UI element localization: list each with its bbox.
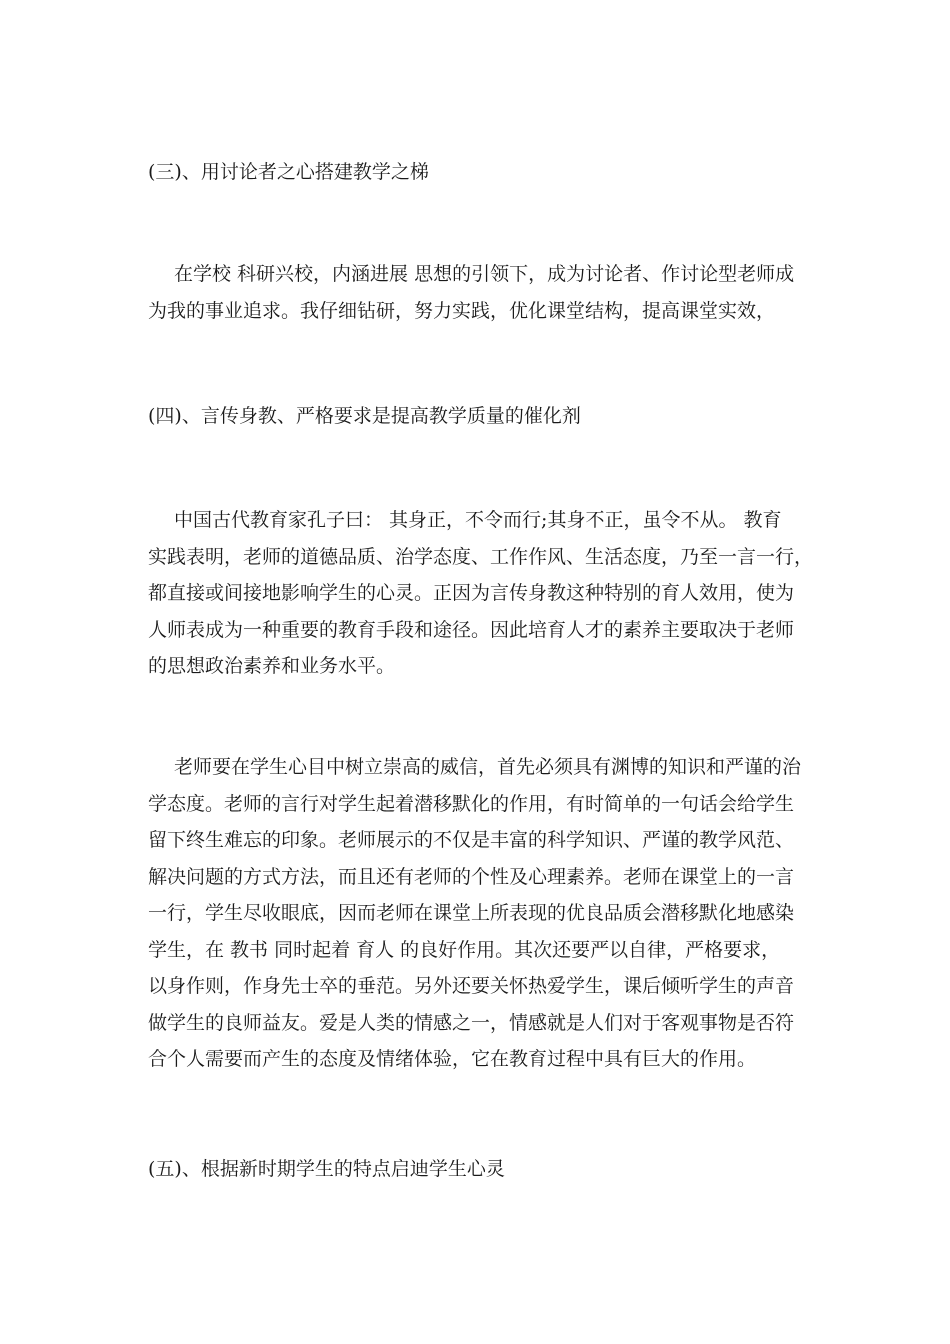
paragraph-line: 的思想政治素养和业务水平。: [148, 655, 396, 677]
paragraph-line: 以身作则，作身先士卒的垂范。另外还要关怀热爱学生，课后倾听学生的声音: [148, 975, 795, 997]
paragraph-4-1: [148, 502, 816, 685]
paragraph-line: 学生，在 教书 同时起着 育人 的良好作用。其次还要严以自律，严格要求，: [148, 938, 781, 961]
heading-text: (五)、根据新时期学生的特点启迪学生心灵: [148, 1158, 505, 1180]
paragraph-line: 在学校 科研兴校，内涵进展 思想的引领下，成为讨论者、作讨论型老师成: [174, 263, 795, 285]
paragraph-line: 解决问题的方式方法，而且还有老师的个性及心理素养。老师在课堂上的一言: [148, 865, 795, 888]
paragraph-line: 学态度。老师的言行对学生起着潜移默化的作用，有时简单的一句话会给学生: [148, 792, 795, 815]
paragraph-line: 中国古代教育家孔子曰： 其身正，不令而行;其身不正，虽令不从。 教育: [174, 509, 782, 531]
paragraph-line: 实践表明，老师的道德品质、治学态度、工作作风、生活态度，乃至一言一行，: [148, 545, 814, 568]
paragraph-3-1: [148, 256, 816, 329]
section-heading-4: [148, 399, 581, 433]
paragraph-line: 一行，学生尽收眼底，因而老师在课堂上所表现的优良品质会潜移默化地感染: [148, 902, 795, 924]
paragraph-line: 留下终生难忘的印象。老师展示的不仅是丰富的科学知识、严谨的教学风范、: [148, 829, 795, 851]
paragraph-line: 人师表成为一种重要的教育手段和途径。因此培育人才的素养主要取决于老师: [148, 618, 795, 641]
paragraph-4-2: [148, 749, 816, 1078]
paragraph-line: 老师要在学生心目中树立崇高的威信，首先必须具有渊博的知识和严谨的治: [174, 756, 802, 778]
paragraph-line: 都直接或间接地影响学生的心灵。正因为言传身教这种特别的育人效用，使为: [148, 582, 795, 604]
heading-text: (三)、用讨论者之心搭建教学之梯: [148, 161, 429, 183]
section-heading-3: [148, 155, 429, 189]
section-heading-5: [148, 1152, 505, 1186]
paragraph-line: 做学生的良师益友。爱是人类的情感之一，情感就是人们对于客观事物是否符: [148, 1011, 795, 1034]
paragraph-line: 合个人需要而产生的态度及情绪体验，它在教育过程中具有巨大的作用。: [148, 1048, 757, 1070]
paragraph-line: 为我的事业追求。我仔细钻研，努力实践，优化课堂结构，提高课堂实效，: [148, 299, 776, 322]
heading-text: (四)、言传身教、严格要求是提高教学质量的催化剂: [148, 405, 581, 427]
